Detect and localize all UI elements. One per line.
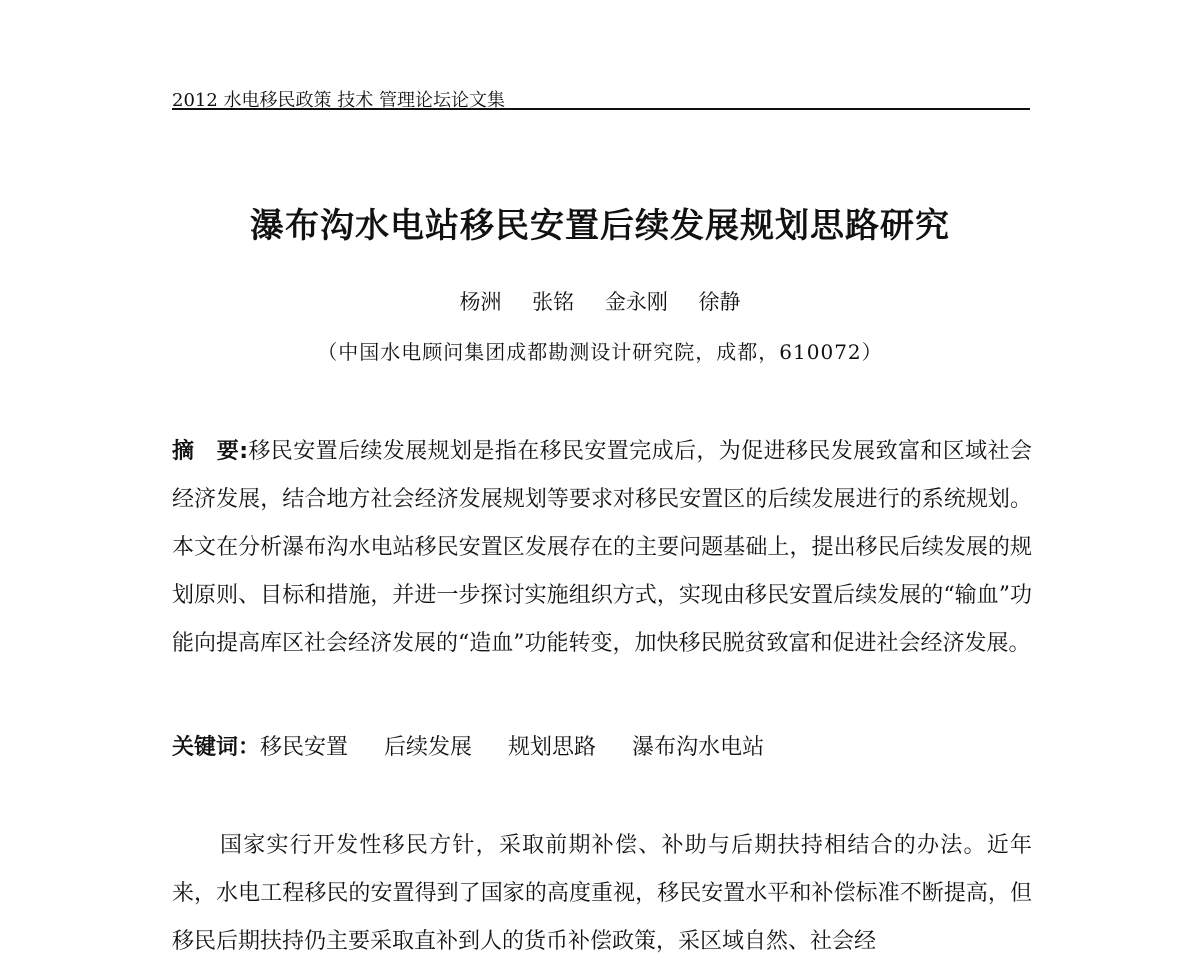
author-name: 杨洲 xyxy=(459,290,502,314)
abstract-label: 摘 要: xyxy=(172,439,248,464)
author-name: 张铭 xyxy=(532,290,575,314)
keywords xyxy=(172,730,1032,761)
abstract xyxy=(172,428,1032,668)
paper-title: 瀑布沟水电站移民安置后续发展规划思路研究 xyxy=(250,206,950,246)
keyword: 后续发展 xyxy=(384,735,473,760)
keyword: 瀑布沟水电站 xyxy=(632,735,765,760)
keyword: 规划思路 xyxy=(508,735,597,760)
running-header: 2012 水电移民政策 技术 管理论坛论文集 xyxy=(172,90,505,111)
keyword: 移民安置 xyxy=(260,735,349,760)
author-name: 徐静 xyxy=(698,290,741,314)
abstract-text: 移民安置后续发展规划是指在移民安置完成后，为促进移民发展致富和区域社会经济发展，结合地方社会经济发展规划等要求对移民安置区的后续发展进行的系统规划。本文在分析瀑布沟水电站移民安置区发展存在的主要问题基础上，提出移民后续发展的规划原则、目标和措施，并进一步探讨实施组织方式，实现由移民安置后续发展的“输血”功能向提高库区社会经济发展的“造血”功能转变，加快移民脱贫致富和促进社会经济发展。 xyxy=(172,439,1032,656)
affiliation: （中国水电顾问集团成都勘测设计研究院，成都，610072） xyxy=(317,340,883,364)
header-rule xyxy=(172,108,1030,110)
author-name: 金永刚 xyxy=(604,290,668,314)
author-list xyxy=(0,286,1200,316)
body-paragraph: 国家实行开发性移民方针，采取前期补偿、补助与后期扶持相结合的办法。近年来，水电工程移民的安置得到了国家的高度重视，移民安置水平和补偿标准不断提高，但移民后期扶持仍主要采取直补到人的货币补偿政策，采区域自然、社会经 xyxy=(172,833,1032,954)
keywords-label: 关键词： xyxy=(172,735,261,760)
